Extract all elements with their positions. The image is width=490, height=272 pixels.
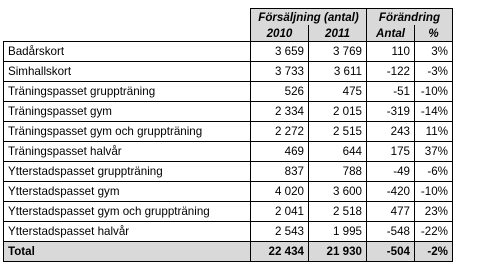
cell-pct: -10% — [415, 82, 453, 102]
cell-2010: 4 020 — [251, 182, 309, 202]
cell-antal: -122 — [367, 62, 415, 82]
cell-2010: 3 659 — [251, 42, 309, 62]
cell-antal: -319 — [367, 102, 415, 122]
table-row — [4, 142, 453, 162]
cell-pct: -3% — [415, 62, 453, 82]
cell-2010: 2 272 — [251, 122, 309, 142]
cell-2011: 788 — [309, 162, 367, 182]
cell-antal: 110 — [367, 42, 415, 62]
cell-antal: 243 — [367, 122, 415, 142]
cell-2011: 2 515 — [309, 122, 367, 142]
header-group-sales: Försäljning (antal) — [251, 9, 367, 26]
cell-2011: 3 600 — [309, 182, 367, 202]
cell-2010: 3 733 — [251, 62, 309, 82]
row-label: Total — [4, 242, 251, 262]
header-2011: 2011 — [309, 25, 367, 42]
cell-2011: 2 518 — [309, 202, 367, 222]
cell-2010: 2 041 — [251, 202, 309, 222]
cell-antal: -504 — [367, 242, 415, 262]
table-row — [4, 222, 453, 242]
cell-pct: -10% — [415, 182, 453, 202]
cell-antal: -548 — [367, 222, 415, 242]
sales-table — [3, 8, 453, 262]
row-label: Simhallskort — [4, 62, 251, 82]
cell-antal: -420 — [367, 182, 415, 202]
cell-2010: 469 — [251, 142, 309, 162]
table-row — [4, 122, 453, 142]
cell-pct: -2% — [415, 242, 453, 262]
cell-pct: -14% — [415, 102, 453, 122]
table-row — [4, 42, 453, 62]
cell-2011: 3 769 — [309, 42, 367, 62]
table-row — [4, 202, 453, 222]
cell-pct: 23% — [415, 202, 453, 222]
cell-antal: 175 — [367, 142, 415, 162]
row-label: Träningspasset gym — [4, 102, 251, 122]
cell-2010: 22 434 — [251, 242, 309, 262]
header-2010: 2010 — [251, 25, 309, 42]
cell-antal: -49 — [367, 162, 415, 182]
cell-pct: -22% — [415, 222, 453, 242]
table-row — [4, 102, 453, 122]
row-label: Träningspasset halvår — [4, 142, 251, 162]
cell-2011: 3 611 — [309, 62, 367, 82]
row-label: Ytterstadspasset gym och gruppträning — [4, 202, 251, 222]
cell-antal: -51 — [367, 82, 415, 102]
header-row-columns — [4, 25, 453, 42]
row-label: Badårskort — [4, 42, 251, 62]
cell-pct: 11% — [415, 122, 453, 142]
header-group-change: Förändring — [367, 9, 453, 26]
row-label: Ytterstadspasset halvår — [4, 222, 251, 242]
table-row — [4, 82, 453, 102]
header-pct: % — [415, 25, 453, 42]
cell-2011: 475 — [309, 82, 367, 102]
row-label: Ytterstadspasset gym — [4, 182, 251, 202]
header-antal: Antal — [367, 25, 415, 42]
table-row — [4, 182, 453, 202]
total-row — [4, 242, 453, 262]
cell-pct: 3% — [415, 42, 453, 62]
table-row — [4, 162, 453, 182]
header-row-groups — [4, 9, 453, 26]
cell-2010: 837 — [251, 162, 309, 182]
row-label: Träningspasset gym och gruppträning — [4, 122, 251, 142]
header-blank-cell — [4, 25, 251, 42]
cell-2010: 2 543 — [251, 222, 309, 242]
row-label: Träningspasset gruppträning — [4, 82, 251, 102]
cell-pct: 37% — [415, 142, 453, 162]
cell-2011: 644 — [309, 142, 367, 162]
cell-2011: 2 015 — [309, 102, 367, 122]
cell-2011: 21 930 — [309, 242, 367, 262]
cell-2010: 526 — [251, 82, 309, 102]
table-row — [4, 62, 453, 82]
cell-antal: 477 — [367, 202, 415, 222]
cell-2011: 1 995 — [309, 222, 367, 242]
row-label: Ytterstadspasset gruppträning — [4, 162, 251, 182]
header-blank-cell — [4, 9, 251, 26]
cell-2010: 2 334 — [251, 102, 309, 122]
cell-pct: -6% — [415, 162, 453, 182]
